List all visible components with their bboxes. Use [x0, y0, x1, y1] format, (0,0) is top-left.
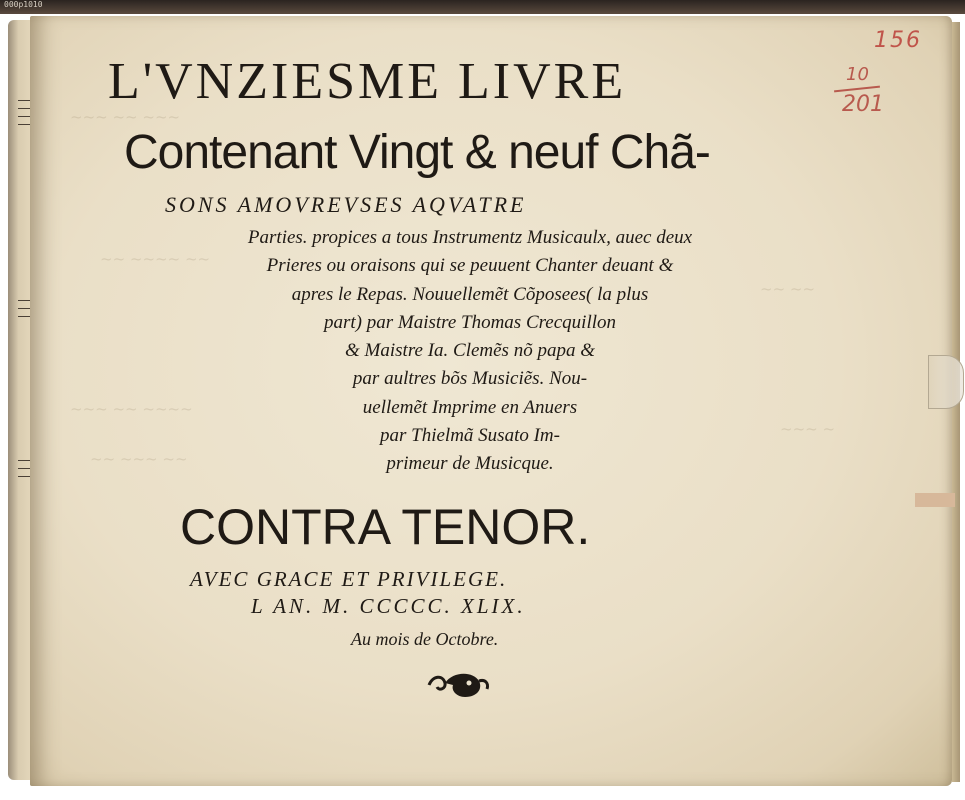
book-cover-edge [0, 0, 965, 14]
description-line: primeur de Musicque. [386, 453, 554, 475]
description-line: uellemẽt Imprime en Anuers [362, 396, 578, 418]
folio-number: 156 [874, 28, 922, 53]
show-through-text: ~~ ~~~~ ~~ [100, 250, 211, 268]
fleuron-ornament-icon [423, 667, 493, 703]
page-clip [928, 355, 964, 409]
scan-label: 000p1010 [4, 0, 43, 9]
description-line: Parties. propices a tous Instrumentz Musicaulx, auec deux [247, 227, 693, 248]
title-line-3: SONS AMOVREVSES AQVATRE [165, 192, 527, 217]
title-line-1: L'VNZIESME LIVRE [108, 53, 627, 110]
title-line-2: Contenant Vingt & neuf Chã- [124, 126, 710, 179]
privilege-line: AVEC GRACE ET PRIVILEGE. [190, 567, 508, 591]
description-paragraph [190, 224, 750, 479]
shelfmark-numerator: 10 [846, 64, 869, 85]
description-line: part) par Maistre Thomas Crecquillon [323, 311, 617, 333]
part-name-heading: CONTRA TENOR. [180, 499, 591, 555]
show-through-text: ~~~ ~~ ~~~~ [70, 400, 193, 418]
show-through-text: ~~~ ~ [780, 420, 836, 438]
show-through-text: ~~~ ~~ ~~~ [70, 108, 181, 126]
show-through-text: ~~ ~~~ ~~ [90, 450, 188, 468]
description-line: & Maistre Ia. Clemẽs nõ papa & [345, 340, 595, 362]
description-line: Prieres ou oraisons qui se peuuent Chanter deuant & [266, 255, 674, 277]
year-line: L AN. M. CCCCC. XLIX. [251, 594, 526, 618]
show-through-text: ~~ ~~ [760, 280, 816, 298]
month-line: Au mois de Octobre. [351, 629, 499, 649]
description-line: par aultres bõs Musiciẽs. Nou- [352, 368, 588, 390]
description-line: apres le Repas. Nouuellemẽt Cõposees( la plus [291, 283, 649, 305]
page-tab-marker [915, 493, 955, 507]
shelfmark-denominator: 201 [842, 92, 884, 117]
description-line: par Thielmã Susato Im- [380, 425, 560, 447]
